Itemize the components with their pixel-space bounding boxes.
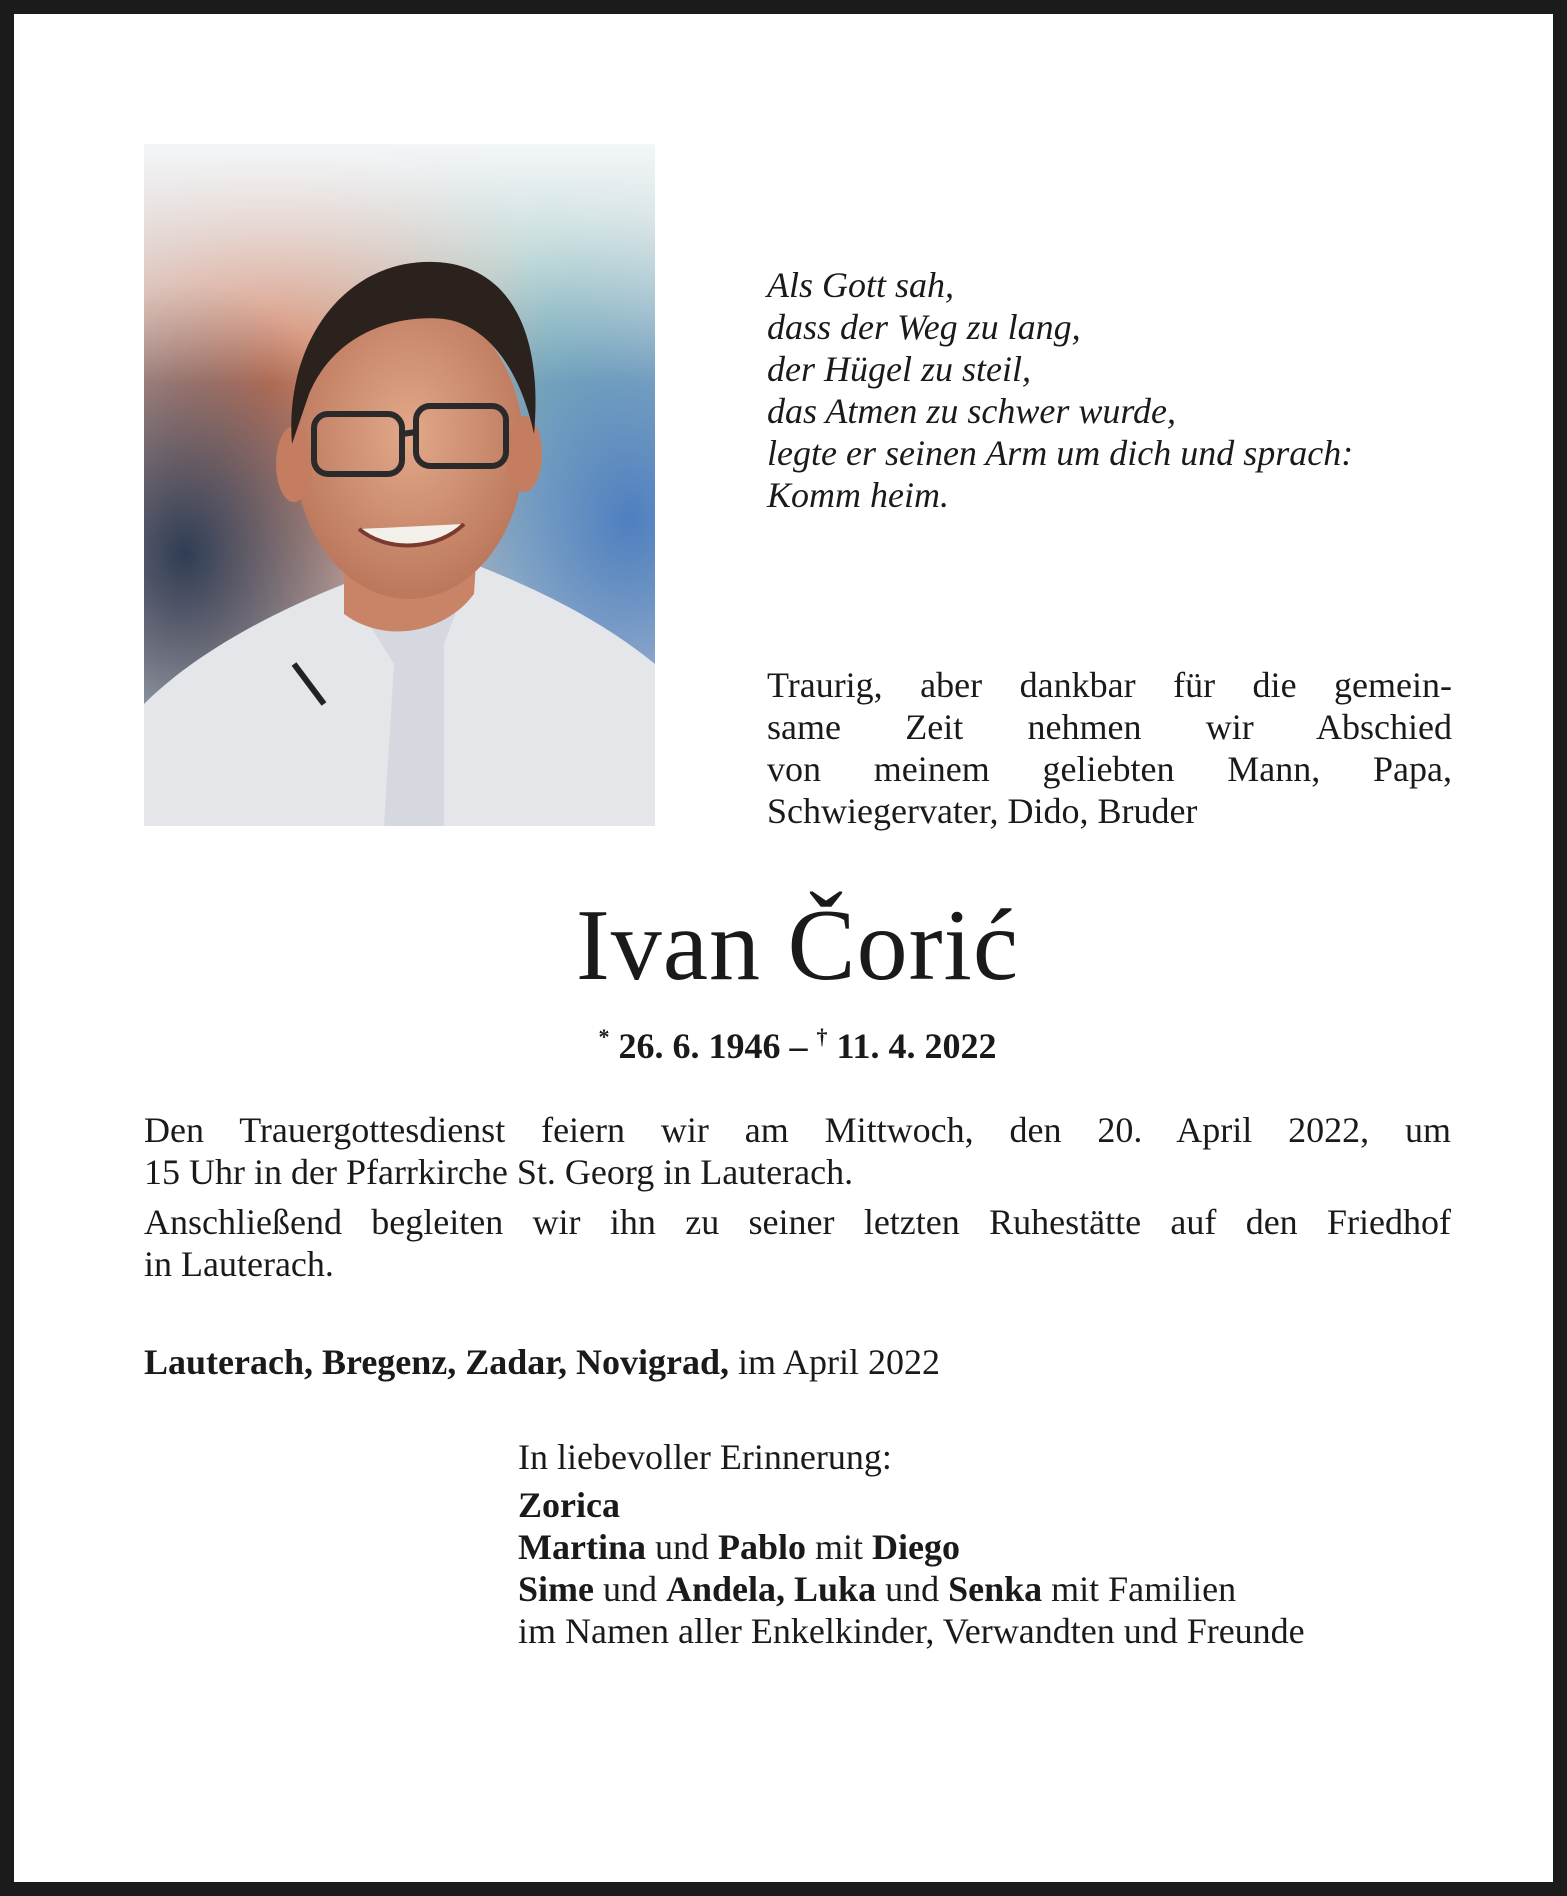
mourners-heading: In liebevoller Erinnerung: — [518, 1437, 892, 1477]
service-info — [144, 1109, 1451, 1285]
poem-line: Komm heim. — [767, 475, 949, 515]
connector-word: mit — [814, 1527, 863, 1567]
death-date: 11. 4. 2022 — [836, 1026, 997, 1066]
mourners-line — [518, 1484, 1478, 1526]
mourners — [518, 1436, 1478, 1652]
birth-symbol: * — [598, 1024, 610, 1049]
mourner-name: Sime — [518, 1569, 594, 1609]
death-symbol: † — [816, 1024, 828, 1049]
burial-line: Anschließend begleiten wir ihn zu seiner letzten Ruhestätte auf den Friedhof — [144, 1202, 1451, 1242]
mourner-name: Diego — [872, 1527, 960, 1567]
mourners-line — [518, 1526, 1478, 1568]
portrait-illustration — [144, 144, 655, 826]
poem-line: legte er seinen Arm um dich und sprach: — [767, 433, 1354, 473]
connector-word: und — [654, 1527, 709, 1567]
poem-line: der Hügel zu steil, — [767, 349, 1031, 389]
mourner-name: Pablo — [717, 1527, 806, 1567]
date-separator: – — [789, 1026, 808, 1066]
farewell-text — [767, 664, 1452, 832]
place-date — [144, 1341, 940, 1383]
poem-line: dass der Weg zu lang, — [767, 307, 1081, 347]
notice-date: im April 2022 — [737, 1342, 940, 1382]
mourner-name: Senka — [948, 1569, 1043, 1609]
deceased-name: Ivan Čorić — [575, 889, 1020, 1002]
life-dates — [14, 1015, 1567, 1068]
poem — [767, 264, 1487, 516]
poem-line: das Atmen zu schwer wurde, — [767, 391, 1176, 431]
farewell-line: Traurig, aber dankbar für die gemein- — [767, 665, 1452, 705]
portrait-photo — [144, 144, 655, 826]
places: Lauterach, Bregenz, Zadar, Novigrad, — [144, 1342, 729, 1382]
mourner-name: Andela, Luka — [666, 1569, 877, 1609]
connector-word: und — [885, 1569, 940, 1609]
mourners-line: im Namen aller Enkelkinder, Verwandten und Freunde — [518, 1611, 1305, 1651]
mourner-name: Zorica — [518, 1485, 620, 1525]
poem-line: Als Gott sah, — [767, 265, 955, 305]
mourner-name: Martina — [518, 1527, 646, 1567]
farewell-line: von meinem geliebten Mann, Papa, — [767, 749, 1452, 789]
birth-date: 26. 6. 1946 — [618, 1026, 781, 1066]
service-line: 15 Uhr in der Pfarrkirche St. Georg in Lauterach. — [144, 1152, 854, 1192]
burial-line: in Lauterach. — [144, 1244, 334, 1284]
service-line: Den Trauergottesdienst feiern wir am Mittwoch, den 20. April 2022, um — [144, 1110, 1451, 1150]
connector-word: mit Familien — [1051, 1569, 1237, 1609]
farewell-line: Schwiegervater, Dido, Bruder — [767, 791, 1198, 831]
farewell-line: same Zeit nehmen wir Abschied — [767, 707, 1452, 747]
mourners-line — [518, 1568, 1478, 1610]
connector-word: und — [603, 1569, 657, 1609]
